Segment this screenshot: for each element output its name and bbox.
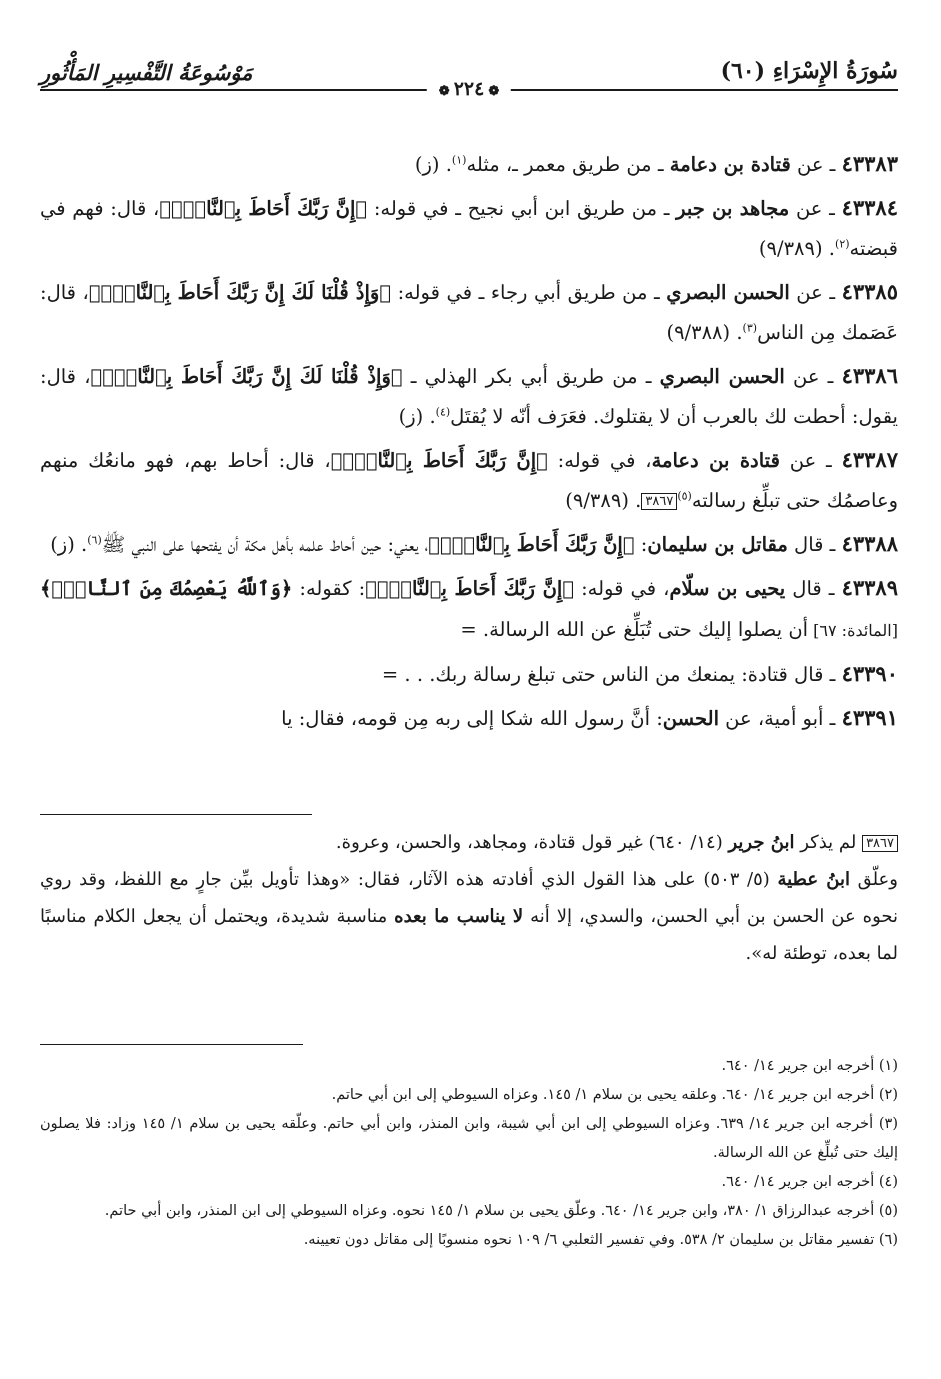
- narrator-name: مقاتل بن سليمان: [647, 533, 788, 556]
- commentary-emphasis: لا يناسب ما بعده: [394, 906, 524, 927]
- narration-text: ، في قوله:: [574, 577, 670, 600]
- narrations-list: [40, 144, 898, 742]
- ornament-icon: ❁: [438, 84, 450, 99]
- commentary-text: مناسبة شديدة، ويحتمل أن يجعل الكلام مناسبًا لما بعده، توطئة له».: [40, 906, 898, 964]
- commentary-text: وعلّق: [849, 869, 898, 890]
- scholar-name: ابنُ جرير: [728, 832, 795, 853]
- narration-entry: [40, 440, 898, 521]
- narrator-name: مجاهد بن جبر: [676, 197, 790, 220]
- narration-text: ـ أبو أمية، عن: [718, 707, 842, 730]
- narration-source: . (ز): [50, 533, 88, 556]
- narration-number: ٤٣٣٨٩: [841, 575, 898, 600]
- surah-title: سُورَةُ الإِسْرَاءِ (٦٠): [720, 58, 898, 84]
- quran-verse: ﴿إِنَّ رَبَّكَ أَحَاطَ بِٱلنَّاسِۚ﴾: [330, 449, 548, 472]
- narration-entry: [40, 524, 898, 565]
- narration-entry: [40, 654, 898, 695]
- footnote-ref: (١): [451, 153, 467, 167]
- page-number-box: [427, 78, 511, 100]
- narration-source: . (٩/٣٨٨): [666, 321, 743, 344]
- narrator-name: الحسن: [662, 707, 719, 730]
- narration-text: ـ عن: [789, 197, 842, 220]
- narration-number: ٤٣٣٨٤: [841, 195, 898, 220]
- quran-verse: ﴿وَإِذْ قُلْنَا لَكَ إِنَّ رَبَّكَ أَحَاطَ بِٱلنَّاسِۚ﴾: [88, 281, 392, 304]
- commentary-ref-box: ٣٨٦٧: [862, 835, 898, 852]
- footnote-ref: (٣): [742, 321, 758, 335]
- footnote: (١) أخرجه ابن جرير ١٤/ ٦٤٠.: [721, 1058, 898, 1074]
- narration-text: ، قال: فهم في قبضته: [40, 197, 898, 260]
- footnote-ref: (٦): [87, 533, 102, 547]
- quran-verse: ﴿وَٱللَّهُ يَعْصِمُكَ مِنَ ٱلنَّاسِۗ﴾: [40, 577, 293, 600]
- narration-text: ـ عن: [789, 281, 842, 304]
- narrator-name: الحسن البصري: [666, 281, 790, 304]
- footnote-ref: (٥): [677, 489, 692, 503]
- commentary-text: (١٤/ ٦٤٠) غير قول قتادة، ومجاهد، والحسن، وعروة.: [335, 832, 729, 853]
- narration-entry: [40, 188, 898, 269]
- commentary-divider: [40, 814, 312, 815]
- footnotes-list: [40, 1052, 898, 1255]
- narration-entry: [40, 272, 898, 353]
- page-header: [40, 56, 898, 100]
- narration-source: . (ز): [398, 405, 436, 428]
- commentary-text: لم يذكر: [794, 832, 863, 853]
- ornament-icon: ❁: [488, 84, 500, 99]
- commentary-paragraph: [40, 824, 898, 861]
- narration-text: :: [634, 533, 648, 556]
- narration-text: : كقوله:: [292, 577, 366, 600]
- narrator-name: قتادة بن دعامة: [669, 153, 791, 176]
- book-page: [40, 56, 898, 1356]
- quran-verse: ﴿إِنَّ رَبَّكَ أَحَاطَ بِٱلنَّاسِۚ﴾: [365, 577, 575, 600]
- footnote: (٥) أخرجه عبدالرزاق ١/ ٣٨٠، وابن جرير ١٤/ ٦٤٠. وعلّق يحيى بن سلام ١/ ١٤٥ نحوه. وعزاه السيوطي إلى ابن المنذر، وابن أبي حاتم.: [104, 1203, 898, 1219]
- narration-text: ، قال: أحاط بهم، فهو مانعُك منهم وعاصمُك حتى تبلِّغ رسالته: [40, 449, 898, 512]
- footnote-ref: (٢): [835, 237, 850, 251]
- footnote: (٢) أخرجه ابن جرير ١٤/ ٦٤٠. وعلقه يحيى بن سلام ١/ ١٤٥. وعزاه السيوطي إلى ابن أبي حاتم.: [331, 1087, 898, 1103]
- narration-text: ـ قال: [787, 533, 842, 556]
- narration-text: ـ من طريق أبي بكر الهذلي ـ: [402, 365, 660, 388]
- narration-source: . (ز): [414, 153, 452, 176]
- narration-number: ٤٣٣٩١: [841, 705, 898, 730]
- narration-source: . (٩/٣٨٩): [565, 489, 642, 512]
- scholar-name: ابنُ عطية: [777, 869, 850, 890]
- narration-source: . (٩/٣٨٩): [758, 237, 836, 260]
- narration-text: ـ عن: [790, 153, 842, 176]
- page-number: ٢٢٤: [453, 78, 485, 100]
- narration-entry: [40, 698, 898, 739]
- narration-entry: [40, 144, 898, 185]
- narration-text: ، قال: عَصَمك مِن الناس: [40, 281, 898, 344]
- narration-text: ، قال: يقول: أحطت لك بالعرب أن لا يقتلوك. فعَرَف أنّه لا يُقتَل: [40, 365, 898, 428]
- narration-text: ـ من طريق معمر ـ، مثله: [466, 153, 670, 176]
- commentary-paragraph: [40, 861, 898, 972]
- verse-source: [المائدة: ٦٧]: [808, 621, 898, 640]
- narration-number: ٤٣٣٩٠: [841, 661, 898, 686]
- narration-number: ٤٣٣٨٧: [841, 447, 898, 472]
- narrator-name: الحسن البصري: [659, 365, 785, 388]
- narration-text: ـ قال: [785, 577, 842, 600]
- narration-text: ـ عن: [779, 449, 842, 472]
- narration-number: ٤٣٣٨٦: [841, 363, 898, 388]
- footnotes-divider: [40, 1044, 303, 1045]
- quran-verse: ﴿إِنَّ رَبَّكَ أَحَاطَ بِٱلنَّاسِۚ﴾: [159, 197, 368, 220]
- narration-number: ٤٣٣٨٨: [841, 531, 898, 556]
- commentary-ref-box: ٣٨٦٧: [641, 493, 677, 510]
- narration-entry: [40, 356, 898, 437]
- footnote: (٤) أخرجه ابن جرير ١٤/ ٦٤٠.: [721, 1174, 898, 1190]
- narration-text: ـ من طريق أبي رجاء ـ في قوله:: [391, 281, 667, 304]
- quran-verse: ﴿إِنَّ رَبَّكَ أَحَاطَ بِٱلنَّاسِۚ﴾: [428, 533, 635, 556]
- narration-entry: [40, 568, 898, 651]
- narrator-name: يحيى بن سلّام: [669, 577, 786, 600]
- narration-text: ـ من طريق ابن أبي نجيح ـ في قوله:: [367, 197, 677, 220]
- footnote: (٣) أخرجه ابن جرير ١٤/ ٦٣٩. وعزاه السيوطي إلى ابن أبي شيبة، وابن المنذر، وابن أبي حاتم. وعلّقه يحيى بن سلام ١/ ١٤٥ وزاد: فلا يصلون إليك حتى تُبلِّغ عن الله الرسالة.: [40, 1116, 899, 1161]
- narration-text: ـ عن: [784, 365, 842, 388]
- narration-number: ٤٣٣٨٣: [841, 151, 898, 176]
- footnote: (٦) تفسير مقاتل بن سليمان ٢/ ٥٣٨. وفي تفسير الثعلبي ٦/ ١٠٩ نحوه منسوبًا إلى مقاتل دون تعيينه.: [303, 1232, 898, 1248]
- commentary-text: (٥/ ٥٠٣) على هذا القول الذي أفادته هذه الآثار، فقال: «وهذا تأويل بيِّن جارٍ مع اللفظ، وقد روي نحوه عن الحسن بن أبي الحسن، والسدي، إلا أنه: [40, 869, 898, 927]
- quran-verse: ﴿وَإِذْ قُلْنَا لَكَ إِنَّ رَبَّكَ أَحَاطَ بِٱلنَّاسِۚ﴾: [90, 365, 403, 388]
- narration-text: أن يصلوا إليك حتى تُبَلِّغ عن الله الرسالة. =: [460, 618, 809, 641]
- narration-number: ٤٣٣٨٥: [841, 279, 898, 304]
- narration-text: ، يعني: حين أحاط علمه بأهل مكة أن يفتحها على النبي ﷺ: [101, 533, 429, 556]
- book-title: مَوْسُوعَةُ التَّفْسِيرِ المَأْثُورِ: [40, 60, 253, 85]
- narration-text: : أنَّ رسول الله شكا إلى ربه مِن قومه، فقال: يا: [281, 707, 663, 730]
- narration-text: ـ قال قتادة: يمنعك من الناس حتى تبلغ رسالة ربك. . . =: [381, 663, 842, 686]
- narrator-name: قتادة بن دعامة: [651, 449, 780, 472]
- footnote-ref: (٤): [435, 405, 451, 419]
- commentary-block: [40, 824, 898, 972]
- narration-text: ، في قوله:: [547, 449, 652, 472]
